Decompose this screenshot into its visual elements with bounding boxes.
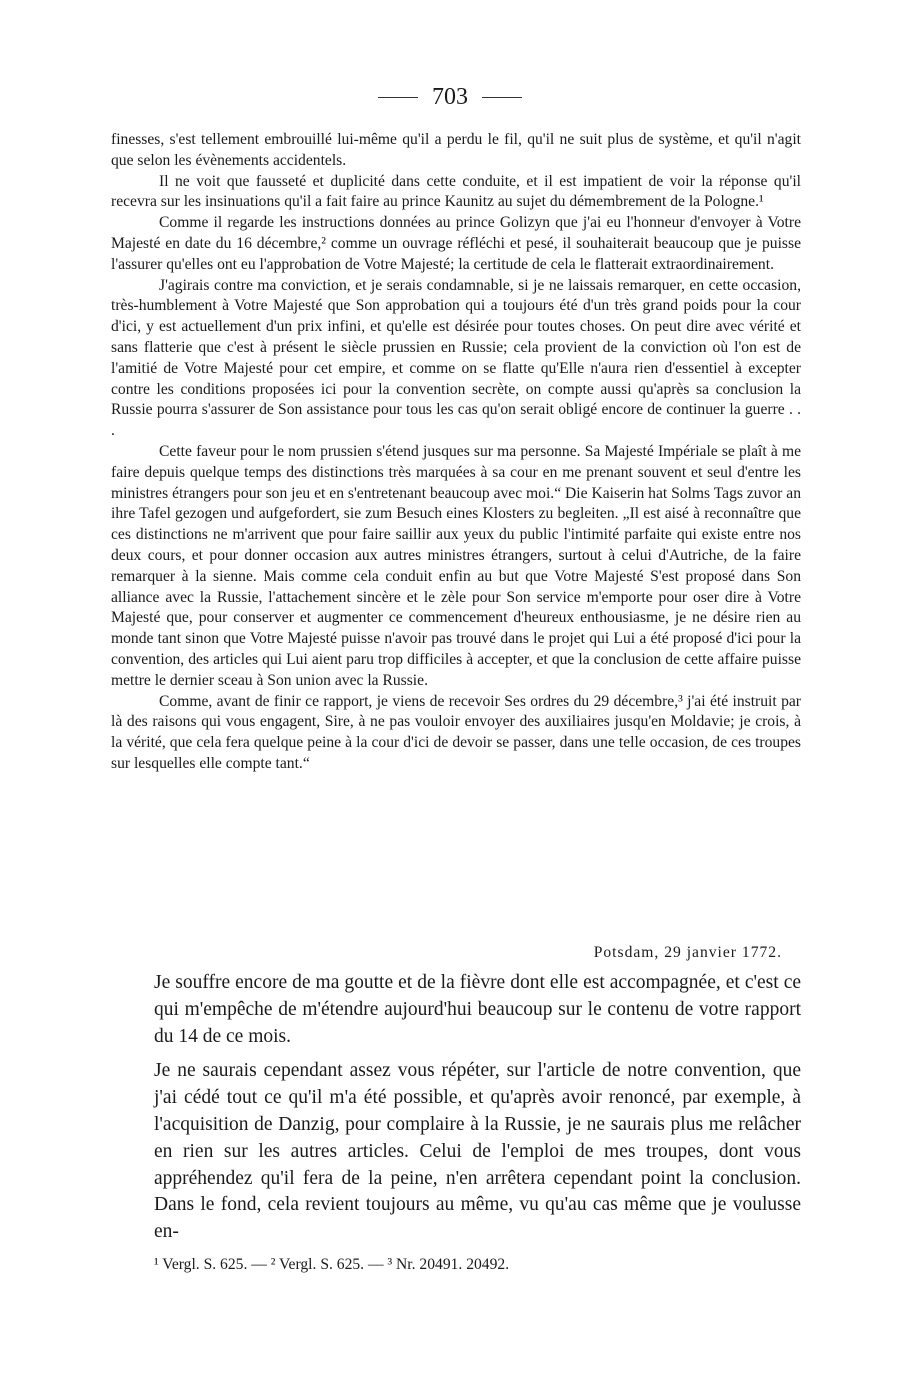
page-number: 703 [432, 84, 468, 110]
quote-paragraph: Comme, avant de finir ce rapport, je viens de recevoir Ses ordres du 29 décembre,³ j'ai été instruit par là des raisons qui vous engagent, Sire, à ne pas vouloir envoyer des auxiliaires jusqu'en Moldavie; je crois, à la vérité, que cela fera quelque peine à la cour d'ici de devoir se passer, dans une telle occasion, de ces troupes sur lesquelles elle compte tant.“ [111, 692, 801, 772]
footnotes: ¹ Vergl. S. 625. — ² Vergl. S. 625. — ³ Nr. 20491. 20492. [154, 1256, 510, 1273]
page-header [0, 84, 900, 111]
dateline: Potsdam, 29 janvier 1772. [593, 944, 782, 961]
quote-paragraph: Cette faveur pour le nom prussien s'étend jusques sur ma personne. Sa Majesté Impériale se plaît à me faire depuis quelque temps des distinctions très marquées à sa cour en me prenant souvent et seul d'entre les ministres étrangers pour son jeu et en s'entretenant beaucoup avec moi.“ Die Kaiserin hat Solms Tags zuvor an ihre Tafel gezogen und aufgefordert, sie zum Besuch eines Klosters zu begleiten. „Il est aisé à reconnaître que ces distinctions ne m'arrivent que pour faire saillir aux yeux du public l'intimité parfaite qui existe entre nos deux cours, et pour donner occasion aux autres ministres étrangers, surtout à celui d'Autriche, de la faire remarquer à la sienne. Mais comme cela conduit enfin au but que Votre Majesté S'est proposé dans Son alliance avec la Russie, l'attachement sincère et le zèle pour Son service m'emporte pour oser dire à Votre Majesté que, pour conserver et augmenter ce commencement d'heureux enthousiasme, je ne désire rien au monde tant sinon que Votre Majesté puisse n'avoir pas trouvé dans le projet qui Lui a été proposé d'ici pour la convention, des articles qui Lui aient paru trop difficiles à accepter, et que la conclusion de cette affaire puisse mettre le dernier sceau à Son union avec la Russie. [111, 442, 801, 689]
quote-paragraph: Comme il regarde les instructions données au prince Golizyn que j'ai eu l'honneur d'envoyer à Votre Majesté en date du 16 décembre,² comme un ouvrage réfléchi et pesé, il souhaiterait beaucoup que je puisse l'assurer qu'elles ont eu l'approbation de Votre Majesté; la certitude de cela le flatterait extraordinairement. [111, 214, 801, 273]
letter-paragraph: Je souffre encore de ma goutte et de la fièvre dont elle est accompagnée, et c'est ce qui m'empêche de m'étendre aujourd'hui beaucoup sur le contenu de votre rapport du 14 de ce mois. [154, 972, 801, 1047]
quote-paragraph: Il ne voit que fausseté et duplicité dans cette conduite, et il est impatient de voir la réponse qu'il recevra sur les insinuations qu'il a fait faire au prince Kaunitz au sujet du démembrement de la Pologne.¹ [111, 172, 801, 211]
letter-paragraph: Je ne saurais cependant assez vous répéter, sur l'article de notre convention, que j'ai cédé tout ce qu'il m'a été possible, et qu'après avoir renoncé, par exemple, à l'acquisition de Danzig, pour complaire à la Russie, je ne saurais plus me relâcher en rien sur les autres articles. Celui de l'emploi de mes troupes, dont vous appréhendez qu'il fera de la peine, n'en arrêtera cependant point la conclusion. Dans le fond, cela revient toujours au même, vu qu'au cas même que je voulusse en- [154, 1060, 801, 1243]
header-rule-right [482, 97, 522, 98]
quoted-report [111, 130, 801, 775]
letter-body [154, 970, 801, 1254]
header-rule-left [378, 97, 418, 98]
quote-paragraph: finesses, s'est tellement embrouillé lui-même qu'il a perdu le fil, qu'il ne suit plus de système, et qu'il n'agit que selon les évènements accidentels. [111, 131, 801, 169]
quote-paragraph: J'agirais contre ma conviction, et je serais condamnable, si je ne laissais remarquer, en cette occasion, très-humblement à Votre Majesté que Son approbation qui a toujours été d'un très grand poids pour la cour d'ici, y est actuellement d'un prix infini, et qu'elle est désirée pour toutes choses. On peut dire avec vérité et sans flatterie que c'est à présent le siècle prussien en Russie; cela provient de la conviction où l'on est de l'amitié de Votre Majesté pour cet empire, et comme on se flatte qu'Elle n'aura rien d'essentiel à excepter contre les conditions proposées ici pour la convention secrète, on compte aussi qu'après sa conclusion la Russie pourra s'assurer de Son assistance pour tous les cas qu'on serait obligé encore de continuer la guerre . . . [111, 276, 801, 440]
